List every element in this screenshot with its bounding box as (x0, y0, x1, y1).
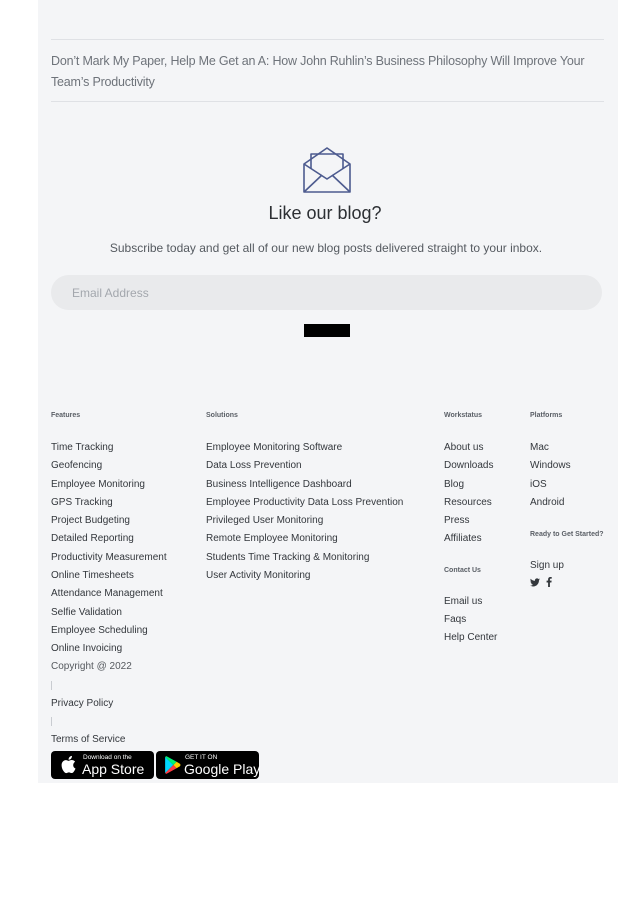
footer-link[interactable]: GPS Tracking (51, 496, 113, 508)
app-store-small-text: Download on the (83, 754, 132, 761)
footer-link[interactable]: Employee Monitoring (51, 478, 145, 490)
footer-link[interactable]: Remote Employee Monitoring (206, 533, 338, 545)
footer-link[interactable]: Online Invoicing (51, 643, 123, 655)
footer-link[interactable]: Email us (444, 596, 483, 607)
workstatus-list (444, 442, 493, 552)
twitter-icon[interactable] (530, 578, 540, 587)
envelope-open-icon (303, 146, 351, 194)
contact-heading: Contact Us (444, 567, 481, 574)
footer-link[interactable]: Privileged User Monitoring (206, 515, 324, 527)
divider (51, 39, 604, 40)
get-started-heading: Ready to Get Started? (530, 531, 604, 538)
footer-link[interactable]: Project Budgeting (51, 515, 130, 527)
divider (51, 717, 52, 726)
platforms-heading: Platforms (530, 412, 563, 419)
related-article-link[interactable]: Don’t Mark My Paper, Help Me Get an A: How John Ruhlin’s Business Philosophy Will Improve Your Team’s Productivity (51, 54, 585, 89)
footer-link[interactable]: Faqs (444, 614, 467, 625)
footer-link[interactable]: Help Center (444, 632, 498, 643)
google-play-small-text: GET IT ON (185, 754, 218, 761)
app-store-badge[interactable] (51, 751, 154, 779)
footer-link[interactable]: Selfie Validation (51, 606, 122, 618)
footer-link[interactable]: Geofencing (51, 460, 103, 472)
solutions-heading: Solutions (206, 412, 238, 419)
subscribe-title: Like our blog? (268, 203, 382, 223)
features-heading: Features (51, 412, 81, 419)
footer-link[interactable]: Mac (530, 442, 549, 453)
footer-link[interactable]: iOS (530, 478, 547, 490)
platforms-list (530, 442, 571, 515)
app-store-text: App Store (82, 761, 145, 777)
subscribe-button[interactable] (304, 324, 350, 337)
facebook-icon[interactable] (546, 577, 552, 587)
footer-link[interactable]: Time Tracking (51, 442, 114, 453)
divider (51, 681, 52, 690)
footer-link[interactable]: Attendance Management (51, 588, 163, 600)
footer-link[interactable]: Downloads (444, 460, 494, 472)
email-input[interactable] (51, 275, 602, 310)
footer-link[interactable]: Data Loss Prevention (206, 460, 302, 472)
footer-link[interactable]: Press (444, 515, 470, 527)
workstatus-heading: Workstatus (444, 412, 482, 419)
footer-link[interactable]: Android (530, 496, 565, 508)
footer-link[interactable]: Business Intelligence Dashboard (206, 478, 352, 490)
footer-link[interactable]: About us (444, 442, 484, 453)
footer-link[interactable]: User Activity Monitoring (206, 570, 311, 582)
google-play-badge[interactable] (156, 751, 259, 779)
signup-link[interactable]: Sign up (530, 560, 564, 571)
solutions-list (206, 442, 403, 588)
footer-link[interactable]: Windows (530, 460, 571, 472)
footer-link[interactable]: Employee Scheduling (51, 624, 148, 636)
google-play-icon (164, 756, 181, 774)
google-play-text: Google Play (184, 761, 261, 777)
subscribe-subtitle: Subscribe today and get all of our new blog posts delivered straight to your inbox. (109, 241, 543, 255)
footer-link[interactable]: Resources (444, 496, 492, 508)
terms-of-service-link[interactable]: Terms of Service (51, 734, 126, 745)
footer-link[interactable]: Employee Monitoring Software (206, 442, 343, 453)
footer-link[interactable]: Detailed Reporting (51, 533, 134, 545)
copyright: Copyright @ 2022 (51, 661, 132, 672)
footer-link[interactable]: Affiliates (444, 533, 482, 545)
features-list (51, 442, 167, 662)
footer-link[interactable]: Employee Productivity Data Loss Prevention (206, 496, 404, 508)
footer-link[interactable]: Online Timesheets (51, 570, 134, 582)
footer-link[interactable]: Students Time Tracking & Monitoring (206, 551, 370, 563)
apple-icon (60, 755, 76, 774)
divider (51, 101, 604, 102)
footer-link[interactable]: Productivity Measurement (51, 551, 167, 563)
footer-link[interactable]: Blog (444, 478, 465, 490)
social-links (530, 577, 552, 588)
privacy-policy-link[interactable]: Privacy Policy (51, 698, 114, 709)
